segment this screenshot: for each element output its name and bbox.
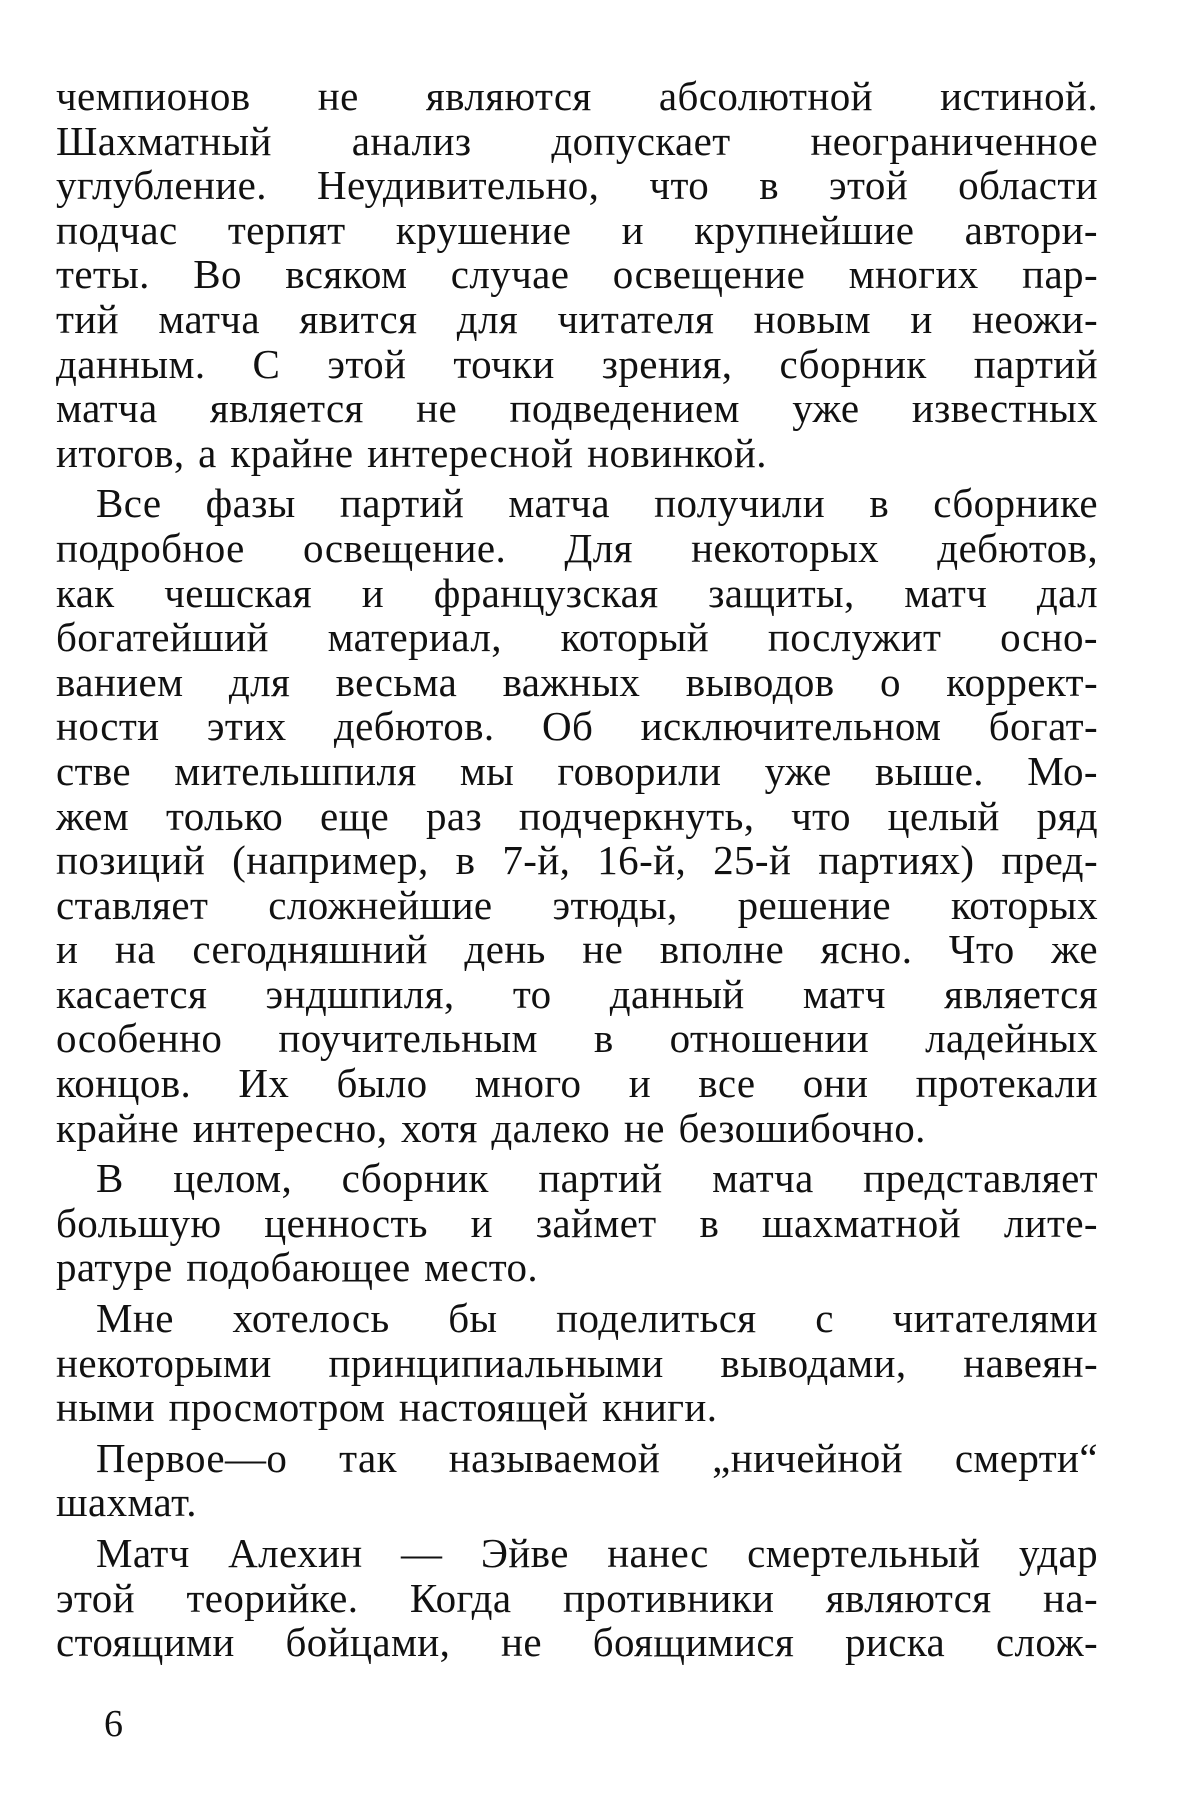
text-line: концов. Их было много и все они протекали [56, 1060, 1098, 1107]
text-line: стоящими бойцами, не боящимися риска слож- [56, 1619, 1098, 1666]
text-line: подробное освещение. Для некоторых дебютов, [56, 524, 1098, 571]
text-line: ными просмотром настоящей книги. [56, 1384, 718, 1431]
text-line: как чешская и французская защиты, матч дал [56, 569, 1098, 616]
text-line: этой теорийке. Когда противники являются на- [56, 1574, 1098, 1621]
text-line-content: В целом, сборник партий матча представляет [96, 1155, 1098, 1202]
text-line: касается эндшпиля, то данный матч является [56, 970, 1098, 1017]
text-line: итогов, а крайне интересной новинкой. [56, 429, 767, 476]
page-number: 6 [104, 1703, 123, 1745]
text-line: ности этих дебютов. Об исключительном богат- [56, 703, 1098, 750]
text-line: позиций (например, в 7-й, 16-й, 25-й партиях) пред- [56, 837, 1098, 884]
text-line-content: Мне хотелось бы поделиться с читателями [96, 1295, 1098, 1342]
text-line [56, 481, 1098, 526]
text-line: тий матча явится для читателя новым и неожи- [56, 295, 1098, 342]
paragraph [56, 1531, 1098, 1665]
text-line: крайне интересно, хотя далеко не безошибочно. [56, 1104, 926, 1151]
text-line: матча является не подведением уже известных [56, 385, 1098, 432]
text-line-content: Матч Алехин — Эйве нанес смертельный удар [96, 1530, 1098, 1576]
paragraph [56, 74, 1098, 475]
text-line: подчас терпят крушение и крупнейшие автори- [56, 206, 1098, 253]
text-line: богатейший материал, который послужит осно- [56, 614, 1098, 661]
text-line: углубление. Неудивительно, что в этой области [56, 162, 1098, 209]
paragraph [56, 1296, 1098, 1430]
paragraph [56, 1156, 1098, 1290]
text-line: данным. С этой точки зрения, сборник партий [56, 340, 1098, 387]
text-line: большую ценность и займет в шахматной лите- [56, 1199, 1098, 1246]
text-line: некоторыми принципиальными выводами, навеян- [56, 1339, 1098, 1386]
text-column [56, 74, 1098, 1671]
text-line: теты. Во всяком случае освещение многих пар- [56, 251, 1098, 298]
text-line [56, 1296, 1098, 1341]
text-line-content: Первое—о так называемой „ничейной смерти“ [96, 1434, 1098, 1481]
text-line: ратуре подобающее место. [56, 1244, 539, 1291]
text-line: ставляет сложнейшие этюды, решение которых [56, 881, 1098, 928]
text-line: шахмат. [56, 1479, 197, 1526]
text-line: чемпионов не являются абсолютной истиной. [56, 73, 1098, 119]
text-line: Шахматный анализ допускает неограниченное [56, 117, 1098, 164]
text-line-content: Все фазы партий матча получили в сборнике [96, 480, 1098, 527]
text-line [56, 1156, 1098, 1201]
text-line: стве мительшпиля мы говорили уже выше. Мо- [56, 747, 1098, 794]
paragraph [56, 481, 1098, 1150]
text-line: жем только еще раз подчеркнуть, что целый ряд [56, 792, 1098, 839]
paragraph [56, 1436, 1098, 1525]
text-line: особенно поучительным в отношении ладейных [56, 1015, 1098, 1062]
text-line [56, 1531, 1098, 1576]
text-line: ванием для весьма важных выводов о коррект- [56, 658, 1098, 705]
text-line [56, 1436, 1098, 1481]
text-line: и на сегодняшний день не вполне ясно. Что же [56, 926, 1098, 973]
